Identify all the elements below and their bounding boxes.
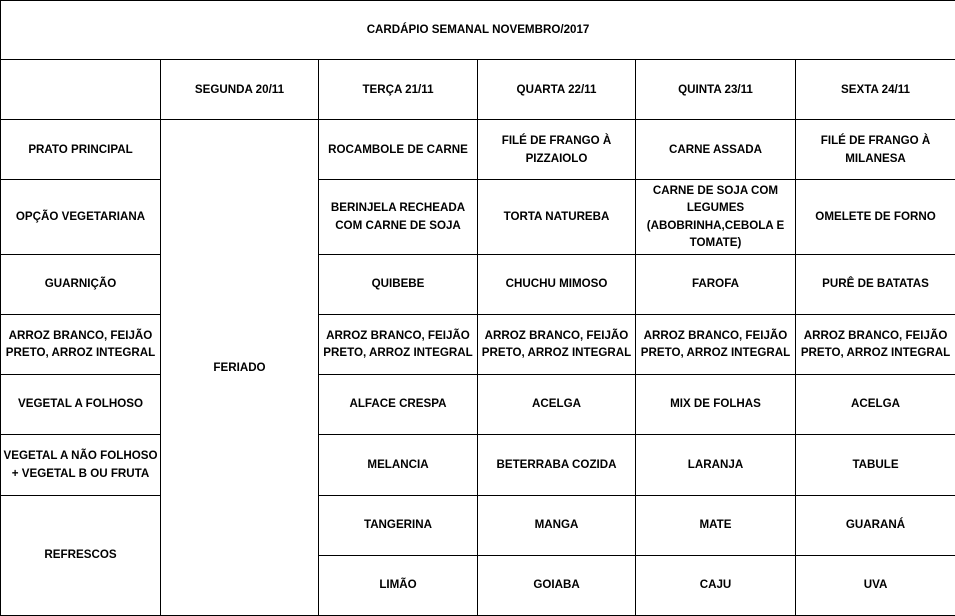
row-opcao-vegetariana [1,180,955,255]
header-corner-cell [1,60,161,120]
menu-cell: MANGA [478,495,636,555]
row-refrescos-1 [1,495,955,555]
row-label-prato-principal: PRATO PRINCIPAL [1,120,161,180]
menu-cell: GOIABA [478,555,636,615]
menu-cell: BERINJELA RECHEADA COM CARNE DE SOJA [319,180,478,255]
menu-cell: MIX DE FOLHAS [636,374,796,434]
row-label-opcao-vegetariana: OPÇÃO VEGETARIANA [1,180,161,255]
row-label-arroz-feijao: ARROZ BRANCO, FEIJÃO PRETO, ARROZ INTEGRAL [1,314,161,374]
menu-cell: UVA [796,555,955,615]
menu-cell: ARROZ BRANCO, FEIJÃO PRETO, ARROZ INTEGRAL [796,314,955,374]
menu-cell: CARNE DE SOJA COM LEGUMES (ABOBRINHA,CEBOLA E TOMATE) [636,180,796,255]
menu-cell: ARROZ BRANCO, FEIJÃO PRETO, ARROZ INTEGRAL [636,314,796,374]
menu-cell: FILÉ DE FRANGO À PIZZAIOLO [478,120,636,180]
menu-cell: GUARANÁ [796,495,955,555]
menu-cell: ALFACE CRESPA [319,374,478,434]
row-label-refrescos: REFRESCOS [1,495,161,615]
header-quinta: QUINTA 23/11 [636,60,796,120]
menu-cell: TORTA NATUREBA [478,180,636,255]
menu-cell: ARROZ BRANCO, FEIJÃO PRETO, ARROZ INTEGRAL [478,314,636,374]
menu-cell: ROCAMBOLE DE CARNE [319,120,478,180]
row-label-vegetal-nao-folhoso: VEGETAL A NÃO FOLHOSO + VEGETAL B OU FRUTA [1,434,161,495]
page-title: CARDÁPIO SEMANAL NOVEMBRO/2017 [1,1,955,60]
header-quarta: QUARTA 22/11 [478,60,636,120]
row-label-vegetal-folhoso: VEGETAL A FOLHOSO [1,374,161,434]
menu-cell: FAROFA [636,254,796,314]
menu-cell: ARROZ BRANCO, FEIJÃO PRETO, ARROZ INTEGRAL [319,314,478,374]
menu-cell: BETERRABA COZIDA [478,434,636,495]
menu-cell: FILÉ DE FRANGO À MILANESA [796,120,955,180]
feriado-cell: FERIADO [161,120,319,616]
header-sexta: SEXTA 24/11 [796,60,955,120]
title-row [1,1,955,60]
menu-cell: MELANCIA [319,434,478,495]
menu-cell: CHUCHU MIMOSO [478,254,636,314]
menu-cell: QUIBEBE [319,254,478,314]
menu-cell: LARANJA [636,434,796,495]
row-guarnicao [1,254,955,314]
menu-cell: PURÊ DE BATATAS [796,254,955,314]
menu-cell: CARNE ASSADA [636,120,796,180]
menu-cell: CAJU [636,555,796,615]
row-vegetal-nao-folhoso [1,434,955,495]
menu-cell: LIMÃO [319,555,478,615]
header-row [1,60,955,120]
menu-cell: ACELGA [796,374,955,434]
menu-cell: OMELETE DE FORNO [796,180,955,255]
menu-cell: ACELGA [478,374,636,434]
row-vegetal-folhoso [1,374,955,434]
header-terca: TERÇA 21/11 [319,60,478,120]
header-segunda: SEGUNDA 20/11 [161,60,319,120]
menu-cell: MATE [636,495,796,555]
row-arroz-feijao [1,314,955,374]
menu-cell: TABULE [796,434,955,495]
row-prato-principal [1,120,955,180]
menu-cell: TANGERINA [319,495,478,555]
row-label-guarnicao: GUARNIÇÃO [1,254,161,314]
